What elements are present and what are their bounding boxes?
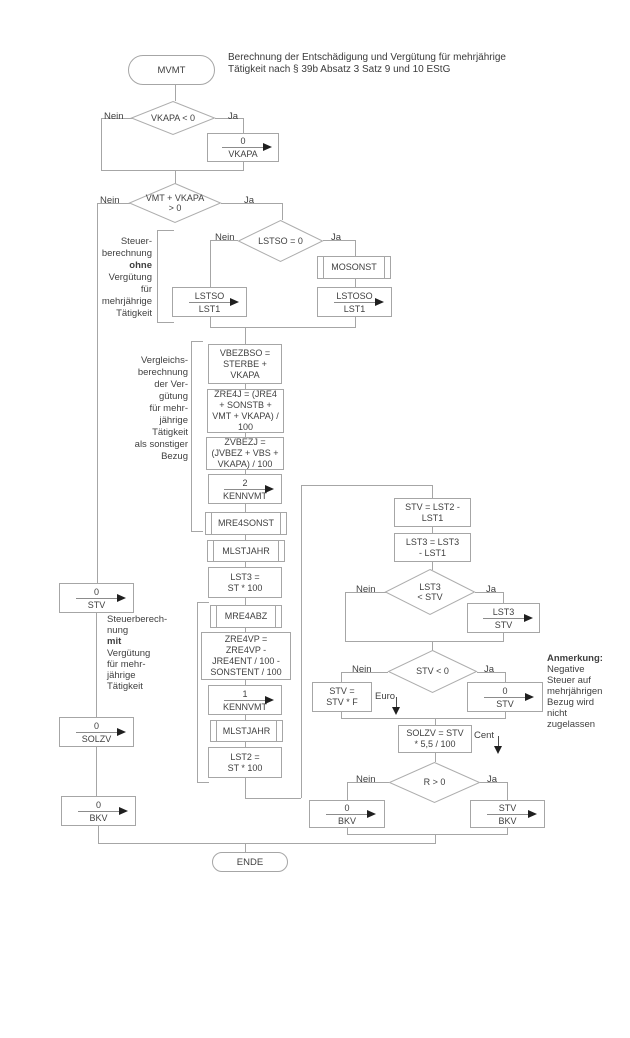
assign-solzv-zero xyxy=(59,717,134,747)
connector-line xyxy=(301,485,432,486)
process-line: ZRE4J = (JRE4 xyxy=(214,389,277,399)
connector-line xyxy=(347,834,508,835)
down-arrow-icon xyxy=(494,746,502,754)
assign-stv-zero-left xyxy=(59,583,134,613)
assign-arrow-icon xyxy=(483,618,525,619)
assign-kennvmt-two xyxy=(208,474,282,504)
process-stv-diff xyxy=(394,498,471,527)
assign-arrow-icon xyxy=(222,147,264,148)
assign-target: LST1 xyxy=(198,303,221,314)
assign-lstoso-lst1 xyxy=(317,287,392,317)
connector-line xyxy=(301,485,302,798)
assign-arrow-icon xyxy=(76,598,118,599)
assign-arrow-icon xyxy=(78,811,120,812)
decision-label: VKAPA < 0 xyxy=(150,112,196,123)
branch-label-nein: Nein xyxy=(104,111,124,122)
process-line: - LST1 xyxy=(418,547,446,558)
subroutine-label: MRE4ABZ xyxy=(224,611,268,621)
annotation-mit: Steuerberech- nung mit Vergütung für mehr- jährige Tätigkeit xyxy=(107,614,168,693)
connector-line xyxy=(282,203,283,220)
connector-line xyxy=(505,672,506,682)
branch-label-nein: Nein xyxy=(356,584,376,595)
connector-line xyxy=(355,317,356,327)
assign-vkapa-zero xyxy=(207,133,279,162)
assign-arrow-icon xyxy=(484,697,526,698)
terminator-start-label: MVMT xyxy=(157,64,186,76)
connector-line xyxy=(435,834,436,843)
connector-line xyxy=(503,592,504,603)
process-line: ST * 100 xyxy=(227,762,263,773)
assign-target: STV xyxy=(494,619,513,630)
process-solzv xyxy=(398,725,472,753)
connector-line xyxy=(245,598,246,605)
annotation-ohne: Steuer- berechnung ohne Vergütung für mehrjährige Tätigkeit xyxy=(101,236,152,319)
branch-label-ja: Ja xyxy=(331,232,342,243)
terminator-end-label: ENDE xyxy=(236,856,264,868)
process-line: LST3 = xyxy=(230,571,260,582)
process-line: ZRE4VP = xyxy=(224,634,268,644)
assign-target: LST1 xyxy=(343,303,366,314)
connector-line xyxy=(98,843,436,844)
assign-stv-bkv xyxy=(470,800,545,828)
connector-line xyxy=(210,327,356,328)
branch-label-ja: Ja xyxy=(486,584,497,595)
decision-label: LST3 xyxy=(419,581,441,592)
connector-line xyxy=(245,504,246,512)
connector-line xyxy=(435,753,436,762)
assign-target: SOLZV xyxy=(81,733,112,744)
terminator-start xyxy=(128,55,215,85)
connector-line xyxy=(355,279,356,287)
process-lst2 xyxy=(208,747,282,778)
decision-stv-negative xyxy=(388,650,477,693)
annotation-cent: Cent xyxy=(474,730,495,741)
connector-line xyxy=(341,672,342,682)
process-line: 100 xyxy=(237,422,254,432)
connector-line xyxy=(101,170,244,171)
assign-lstso-lst1 xyxy=(172,287,247,317)
process-line: VKAPA xyxy=(230,369,260,380)
process-zvbezj xyxy=(206,437,284,470)
assign-target: STV xyxy=(496,698,514,709)
assign-lst3-stv xyxy=(467,603,540,633)
branch-label-nein: Nein xyxy=(356,774,376,785)
process-line: STERBE + xyxy=(223,358,267,369)
subroutine-label: MLSTJAHR xyxy=(222,545,270,556)
assign-value: 0 xyxy=(93,586,99,597)
branch-label-ja: Ja xyxy=(487,774,498,785)
assign-bkv-zero-left xyxy=(61,796,136,826)
branch-label-nein: Nein xyxy=(100,195,120,206)
decision-label: R > 0 xyxy=(423,777,446,788)
decision-label: LSTSO = 0 xyxy=(258,235,303,246)
assign-arrow-icon xyxy=(487,814,529,815)
assign-value: LSTSO xyxy=(194,290,225,301)
process-line: (JVBEZ + VBS + xyxy=(211,448,279,458)
subroutine-mre4abz xyxy=(210,605,282,628)
process-line: STV = LST2 - xyxy=(405,501,460,512)
decision-label: < STV xyxy=(417,592,443,602)
connector-line xyxy=(345,592,346,641)
assign-target: KENNVMT xyxy=(222,490,267,501)
branch-label-ja: Ja xyxy=(484,664,495,675)
connector-line xyxy=(210,317,211,327)
subroutine-label: MRE4SONST xyxy=(217,518,274,528)
process-line: VMT + VKAPA) / xyxy=(212,411,279,421)
process-line: VKAPA) / 100 xyxy=(217,459,273,469)
decision-label: STV < 0 xyxy=(416,666,449,677)
connector-line xyxy=(175,85,176,101)
assign-target: VKAPA xyxy=(228,149,258,159)
assign-arrow-icon xyxy=(189,302,231,303)
decision-lst3-stv xyxy=(385,569,475,615)
connector-line xyxy=(245,778,246,798)
assign-kennvmt-one xyxy=(208,685,282,715)
process-zre4vp xyxy=(201,632,291,680)
assign-value: 0 xyxy=(502,685,508,696)
section-bracket-mit xyxy=(197,602,214,783)
connector-line xyxy=(507,782,508,800)
subroutine-label: MOSONST xyxy=(331,262,377,272)
decision-label: VMT + VKAPA xyxy=(145,192,205,203)
connector-line xyxy=(98,826,99,843)
connector-line xyxy=(101,118,102,170)
assign-arrow-icon xyxy=(224,700,266,701)
connector-line xyxy=(175,170,176,184)
assign-target: STV xyxy=(87,599,106,610)
connector-line xyxy=(243,162,244,170)
process-lst3 xyxy=(208,567,282,598)
connector-line xyxy=(243,118,244,133)
assign-value: 1 xyxy=(242,688,248,699)
process-line: SONSTENT / 100 xyxy=(210,667,282,677)
process-line: ZVBEZJ = xyxy=(224,437,266,447)
assign-arrow-icon xyxy=(224,489,266,490)
title-line: Tätigkeit nach § 39b Absatz 3 Satz 9 und 10 EStG xyxy=(228,64,451,75)
decision-label: > 0 xyxy=(168,203,182,213)
down-arrow-icon xyxy=(392,707,400,715)
decision-vkapa xyxy=(131,101,215,135)
annotation-anmerkung: Anmerkung: Negative Steuer auf mehrjährigen Bezug wird nicht zugelassen xyxy=(547,653,603,730)
assign-value: 0 xyxy=(95,799,101,810)
connector-line xyxy=(96,613,97,717)
subroutine-label: MLSTJAHR xyxy=(222,725,271,736)
process-line: STV * F xyxy=(326,697,358,707)
process-line: LST1 xyxy=(421,512,444,523)
assign-target: BKV xyxy=(498,815,517,826)
branch-label-nein: Nein xyxy=(352,664,372,675)
terminator-end xyxy=(212,852,288,872)
branch-label-ja: Ja xyxy=(244,195,255,206)
section-bracket-vergleich xyxy=(191,341,208,532)
process-stv-factor xyxy=(312,682,372,712)
connector-line xyxy=(347,782,348,800)
annotation-vergleich: Vergleichs- berechnung der Ver- gütung für mehr- jährige Tätigkeit als sonstiger Bezug xyxy=(134,355,188,462)
assign-stv-zero-right xyxy=(467,682,543,712)
process-line: ZRE4VP - xyxy=(225,645,267,655)
branch-label-nein: Nein xyxy=(215,232,235,243)
assign-target: BKV xyxy=(337,815,356,826)
process-zre4j xyxy=(207,389,284,433)
branch-label-ja: Ja xyxy=(228,111,239,122)
cent-arrow-line xyxy=(498,736,499,746)
flowchart-title xyxy=(228,52,628,76)
assign-target: KENNVMT xyxy=(222,701,267,712)
assign-value: 2 xyxy=(242,477,248,488)
subroutine-mlstjahr-2 xyxy=(210,720,283,742)
title-line: Berechnung der Entschädigung und Vergütung für mehrjährige xyxy=(228,52,506,63)
connector-line xyxy=(245,843,246,852)
decision-lstso xyxy=(238,220,323,262)
assign-target: BKV xyxy=(89,812,108,823)
assign-value: 0 xyxy=(93,720,99,731)
process-line: SOLZV = STV xyxy=(406,728,464,738)
process-vbezbso xyxy=(208,344,282,384)
connector-line xyxy=(432,485,433,498)
process-line: * 5,5 / 100 xyxy=(414,739,456,749)
connector-line xyxy=(503,633,504,641)
connector-line xyxy=(355,240,356,256)
assign-value: 0 xyxy=(240,136,246,146)
process-line: VBEZBSO = xyxy=(219,347,271,358)
assign-value: STV xyxy=(498,802,517,813)
connector-line xyxy=(96,747,97,796)
process-line: JRE4ENT / 100 - xyxy=(212,656,280,666)
assign-value: LSTOSO xyxy=(336,290,373,301)
assign-arrow-icon xyxy=(334,302,376,303)
assign-bkv-zero-mid xyxy=(309,800,385,828)
connector-line xyxy=(341,718,506,719)
assign-arrow-icon xyxy=(326,814,368,815)
process-line: LST2 = xyxy=(230,751,260,762)
section-bracket-ohne xyxy=(157,230,174,323)
connector-line xyxy=(435,718,436,725)
annotation-euro: Euro xyxy=(375,691,396,702)
process-line: + SONSTB + xyxy=(219,400,272,410)
euro-arrow-line xyxy=(396,697,397,707)
connector-line xyxy=(245,327,246,344)
assign-value: 0 xyxy=(344,802,350,813)
decision-vmt-vkapa xyxy=(129,183,221,223)
process-line: ST * 100 xyxy=(227,582,263,593)
connector-line xyxy=(245,798,301,799)
assign-value: LST3 xyxy=(492,606,515,617)
subroutine-mosonst xyxy=(317,256,391,279)
assign-arrow-icon xyxy=(76,732,118,733)
subroutine-mre4sonst xyxy=(205,512,287,535)
process-line: STV = xyxy=(329,686,355,696)
process-lst3-diff xyxy=(394,533,471,562)
connector-line xyxy=(345,641,504,642)
connector-line xyxy=(210,240,211,287)
process-line: LST3 = LST3 xyxy=(405,536,460,547)
decision-r-positive xyxy=(389,762,480,803)
subroutine-mlstjahr-1 xyxy=(207,540,285,562)
